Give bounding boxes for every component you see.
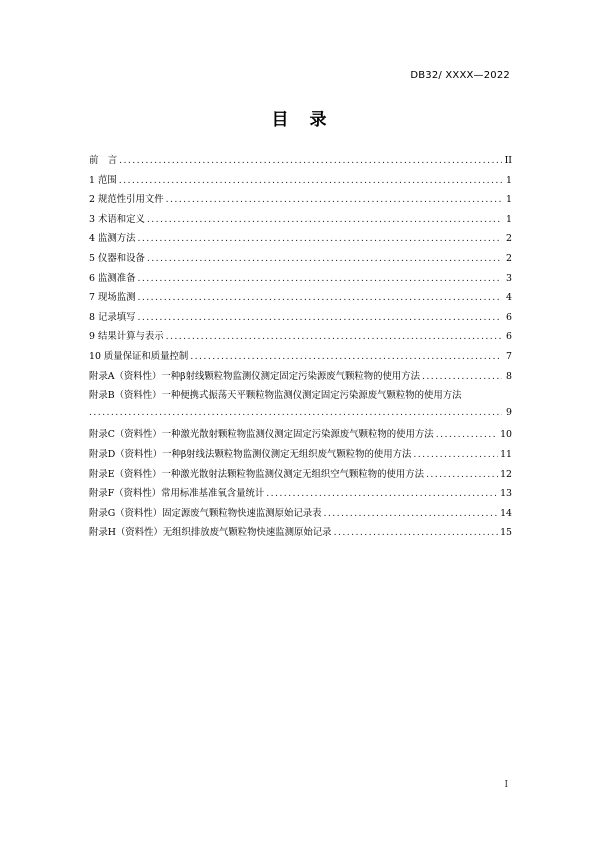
toc-entry-appendix-c[interactable]	[89, 426, 512, 446]
toc-entry-page: 14	[500, 507, 512, 519]
toc-entry-appendix-b[interactable]	[89, 387, 512, 426]
toc-entry-page: 9	[506, 406, 512, 418]
toc-entry-appendix-d[interactable]	[89, 446, 512, 466]
dot-leader	[147, 214, 502, 225]
toc-entry-page: 2	[506, 233, 512, 245]
toc-entry-quality-control[interactable]	[89, 348, 512, 368]
toc-entry-label: 附录G（资料性）固定源废气颗粒物快速监测原始记录表	[89, 507, 322, 519]
toc-entry-page: 10	[500, 429, 512, 441]
toc-entry-label: 附录H（资料性）无组织排放废气颗粒物快速监测原始记录	[89, 527, 332, 539]
toc-entry-foreword[interactable]	[89, 152, 512, 172]
table-of-contents	[89, 152, 512, 544]
toc-entry-page: 6	[506, 331, 512, 343]
toc-entry-records[interactable]	[89, 309, 512, 329]
toc-entry-page: 11	[500, 448, 512, 460]
toc-entry-label: 附录D（资料性）一种β射线法颗粒物监测仪测定无组织废气颗粒物的使用方法	[89, 448, 412, 460]
dot-leader	[137, 273, 502, 284]
page-number: I	[504, 780, 508, 790]
toc-entry-methods[interactable]	[89, 230, 512, 250]
toc-entry-label: 9 结果计算与表示	[89, 331, 164, 343]
toc-entry-field-monitoring[interactable]	[89, 289, 512, 309]
toc-entry-page: 15	[500, 527, 512, 539]
toc-entry-results[interactable]	[89, 328, 512, 348]
toc-entry-page: 1	[506, 194, 512, 206]
toc-entry-appendix-a[interactable]	[89, 368, 512, 388]
dot-leader	[413, 449, 498, 460]
toc-entry-label: 3 术语和定义	[89, 213, 145, 225]
dot-leader	[89, 407, 502, 418]
toc-entry-preparation[interactable]	[89, 270, 512, 290]
toc-entry-instruments[interactable]	[89, 250, 512, 270]
toc-entry-page: 13	[500, 488, 512, 500]
toc-entry-page: 1	[506, 174, 512, 186]
toc-entry-label: 2 规范性引用文件	[89, 194, 164, 206]
toc-entry-page: 2	[506, 252, 512, 264]
toc-entry-page: 4	[506, 292, 512, 304]
toc-entry-page: 12	[500, 468, 512, 480]
toc-entry-label: 4 监测方法	[89, 233, 136, 245]
toc-entry-label: 附录A（资料性）一种β射线颗粒物监测仪测定固定污染源废气颗粒物的使用方法	[89, 370, 420, 382]
toc-entry-appendix-h[interactable]	[89, 524, 512, 544]
toc-entry-appendix-e[interactable]	[89, 466, 512, 486]
toc-entry-page: 8	[506, 370, 512, 382]
dot-leader	[166, 194, 502, 205]
page-title: 目 录	[271, 110, 329, 130]
toc-entry-page: 6	[506, 311, 512, 323]
dot-leader	[137, 312, 502, 323]
dot-leader	[119, 175, 502, 186]
dot-leader	[166, 331, 502, 342]
toc-entry-page: II	[504, 155, 512, 166]
toc-entry-label: 10 质量保证和质量控制	[89, 350, 189, 362]
toc-entry-label: 附录E（资料性）一种激光散射法颗粒物监测仪测定无组织空气颗粒物的使用方法	[89, 468, 424, 480]
dot-leader	[137, 292, 502, 303]
toc-entry-page: 3	[506, 272, 512, 284]
dot-leader	[119, 155, 502, 166]
toc-entry-label: 附录B（资料性）一种便携式振荡天平颗粒物监测仪测定固定污染源废气颗粒物的使用方法	[89, 390, 462, 402]
toc-entry-label: 8 记录填写	[89, 311, 136, 323]
dot-leader	[137, 233, 502, 244]
dot-leader	[324, 508, 499, 519]
toc-entry-label: 1 范围	[89, 174, 117, 186]
toc-entry-label: 7 现场监测	[89, 292, 136, 304]
toc-entry-terms[interactable]	[89, 211, 512, 231]
toc-entry-label: 附录C（资料性）一种激光散射颗粒物监测仪测定固定污染源废气颗粒物的使用方法	[89, 429, 434, 441]
toc-entry-label: 6 监测准备	[89, 272, 136, 284]
dot-leader	[190, 351, 502, 362]
toc-entry-appendix-g[interactable]	[89, 505, 512, 525]
toc-entry-appendix-f[interactable]	[89, 485, 512, 505]
document-number: DB32/ XXXX—2022	[410, 70, 510, 81]
dot-leader	[147, 253, 502, 264]
toc-entry-label: 附录F（资料性）常用标准基准氧含量统计	[89, 488, 265, 500]
dot-leader	[422, 371, 502, 382]
toc-entry-scope[interactable]	[89, 172, 512, 192]
dot-leader	[334, 527, 499, 538]
toc-entry-page: 1	[506, 213, 512, 225]
toc-entry-label: 前 言	[89, 155, 118, 166]
toc-entry-page: 7	[506, 350, 512, 362]
toc-entry-normative-references[interactable]	[89, 191, 512, 211]
dot-leader	[426, 469, 498, 480]
dot-leader	[266, 488, 498, 499]
toc-entry-label: 5 仪器和设备	[89, 252, 145, 264]
dot-leader	[436, 429, 498, 440]
